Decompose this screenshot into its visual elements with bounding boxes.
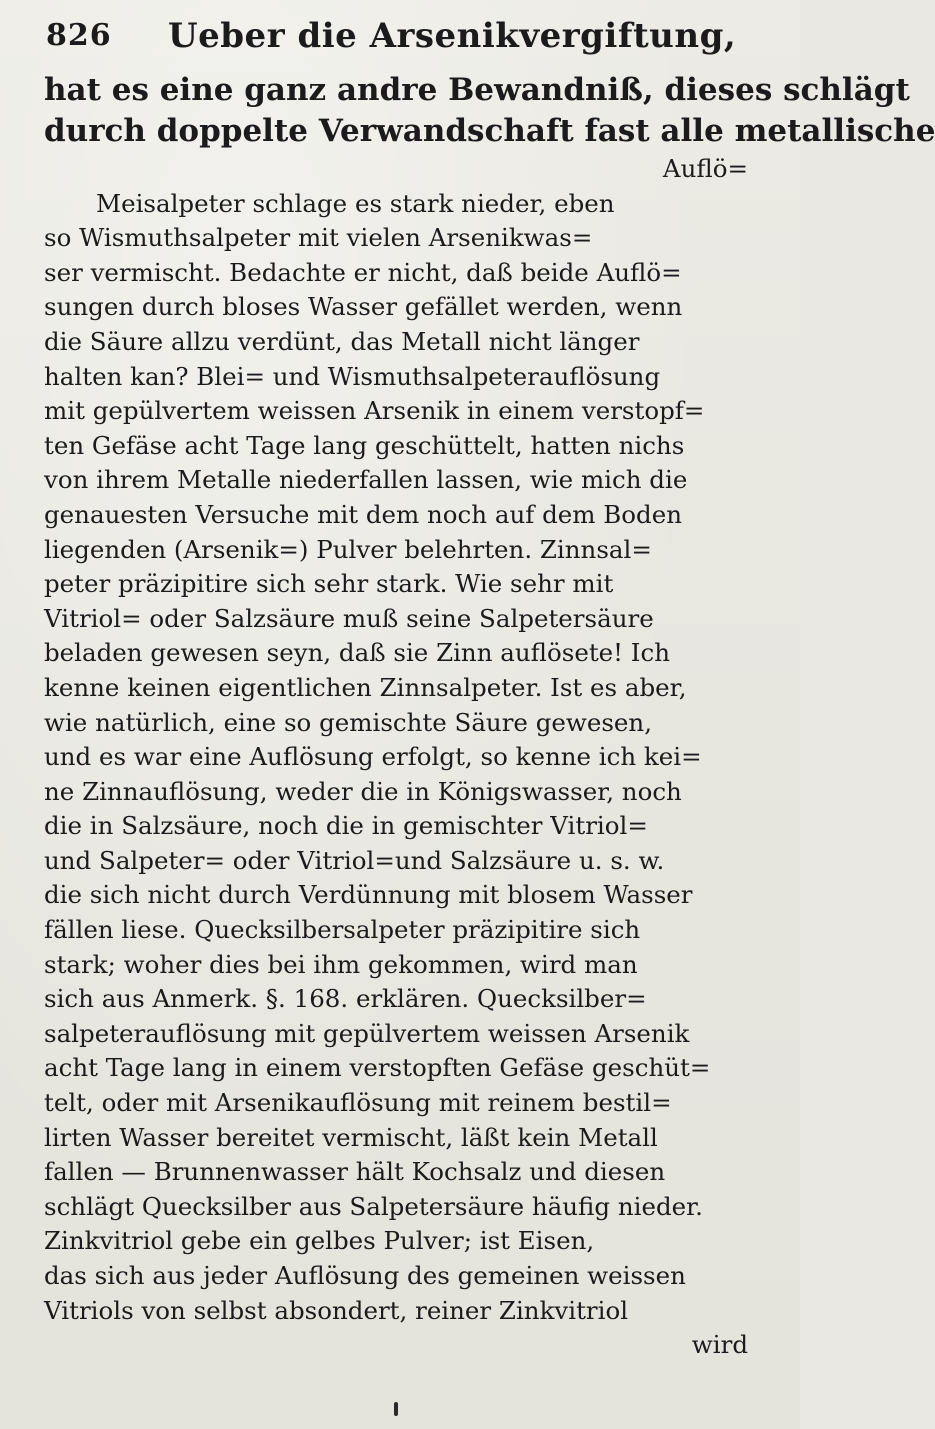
text-line: die Säure allzu verdünt, das Metall nicht länger: [44, 326, 640, 356]
text-line: beladen gewesen seyn, daß sie Zinn auflösete! Ich: [44, 638, 670, 668]
text-line: fällen liese. Quecksilbersalpeter präzipitire sich: [44, 915, 641, 945]
text-line: halten kan? Blei= und Wismuthsalpeterauflösung: [44, 361, 661, 391]
text-line: Meisalpeter schlage es stark nieder, eben: [96, 188, 615, 218]
text-line: liegenden (Arsenik=) Pulver belehrten. Zinnsal=: [44, 534, 652, 564]
printer-mark: [394, 1402, 398, 1416]
text-line: sungen durch bloses Wasser gefället werden, wenn: [44, 292, 683, 322]
text-line: ten Gefäse acht Tage lang geschüttelt, hatten nichs: [44, 430, 685, 460]
text-line: und Salpeter= oder Vitriol=und Salzsäure u. s. w.: [44, 845, 665, 875]
text-line: wie natürlich, eine so gemischte Säure gewesen,: [44, 707, 652, 737]
text-line: sich aus Anmerk. §. 168. erklären. Quecksilber=: [44, 984, 647, 1014]
text-line: salpeterauflösung mit gepülvertem weissen Arsenik: [44, 1018, 690, 1048]
text-line: lirten Wasser bereitet vermischt, läßt kein Metall: [44, 1122, 658, 1152]
text-line: und es war eine Auflösung erfolgt, so kenne ich kei=: [44, 742, 702, 772]
text-line: stark; woher dies bei ihm gekommen, wird man: [44, 949, 638, 979]
text-line: das sich aus jeder Auflösung des gemeinen weissen: [44, 1261, 686, 1290]
text-line: telt, oder mit Arsenikauflösung mit reinem bestil=: [44, 1088, 672, 1118]
body-text: [44, 70, 935, 1363]
text-line: acht Tage lang in einem verstopften Gefäse geschüt=: [44, 1053, 711, 1083]
text-line: Vitriol= oder Salzsäure muß seine Salpetersäure: [44, 603, 654, 633]
text-line: die in Salzsäure, noch die in gemischter Vitriol=: [44, 811, 648, 841]
text-line: schlägt Quecksilber aus Salpetersäure häufig nieder.: [44, 1191, 703, 1221]
text-line: die sich nicht durch Verdünnung mit blosem Wasser: [44, 880, 693, 910]
text-line: so Wismuthsalpeter mit vielen Arsenikwas=: [44, 223, 593, 253]
text-line: genauesten Versuche mit dem noch auf dem Boden: [44, 499, 683, 529]
text-line: Zinkvitriol gebe ein gelbes Pulver; ist Eisen,: [44, 1226, 595, 1256]
running-head: Ueber die Arsenikvergiftung,: [168, 16, 737, 56]
text-line: Vitriols von selbst absondert, reiner Zinkvitriol: [44, 1295, 629, 1325]
text-line: mit gepülvertem weissen Arsenik in einem verstopf=: [44, 396, 705, 426]
text-line: ne Zinnauflösung, weder die in Königswasser, noch: [44, 776, 682, 806]
text-line: kenne keinen eigentlichen Zinnsalpeter. Ist es aber,: [44, 672, 687, 702]
text-line: fallen — Brunnenwasser hält Kochsalz und diesen: [44, 1157, 666, 1187]
text-line: ser vermischt. Bedachte er nicht, daß beide Auflö=: [44, 257, 682, 287]
text-line: durch doppelte Verwandschaft fast alle metallische: [44, 113, 935, 149]
text-line: hat es eine ganz andre Bewandniß, dieses schlägt: [44, 72, 910, 108]
page-header: [46, 18, 760, 64]
text-line: von ihrem Metalle niederfallen lassen, wie mich die: [44, 465, 688, 495]
page-number: 826: [46, 18, 112, 53]
catchword-line: wird: [691, 1330, 748, 1360]
catchword-line: Auflö=: [662, 154, 748, 183]
text-line: peter präzipitire sich sehr stark. Wie sehr mit: [44, 569, 614, 599]
